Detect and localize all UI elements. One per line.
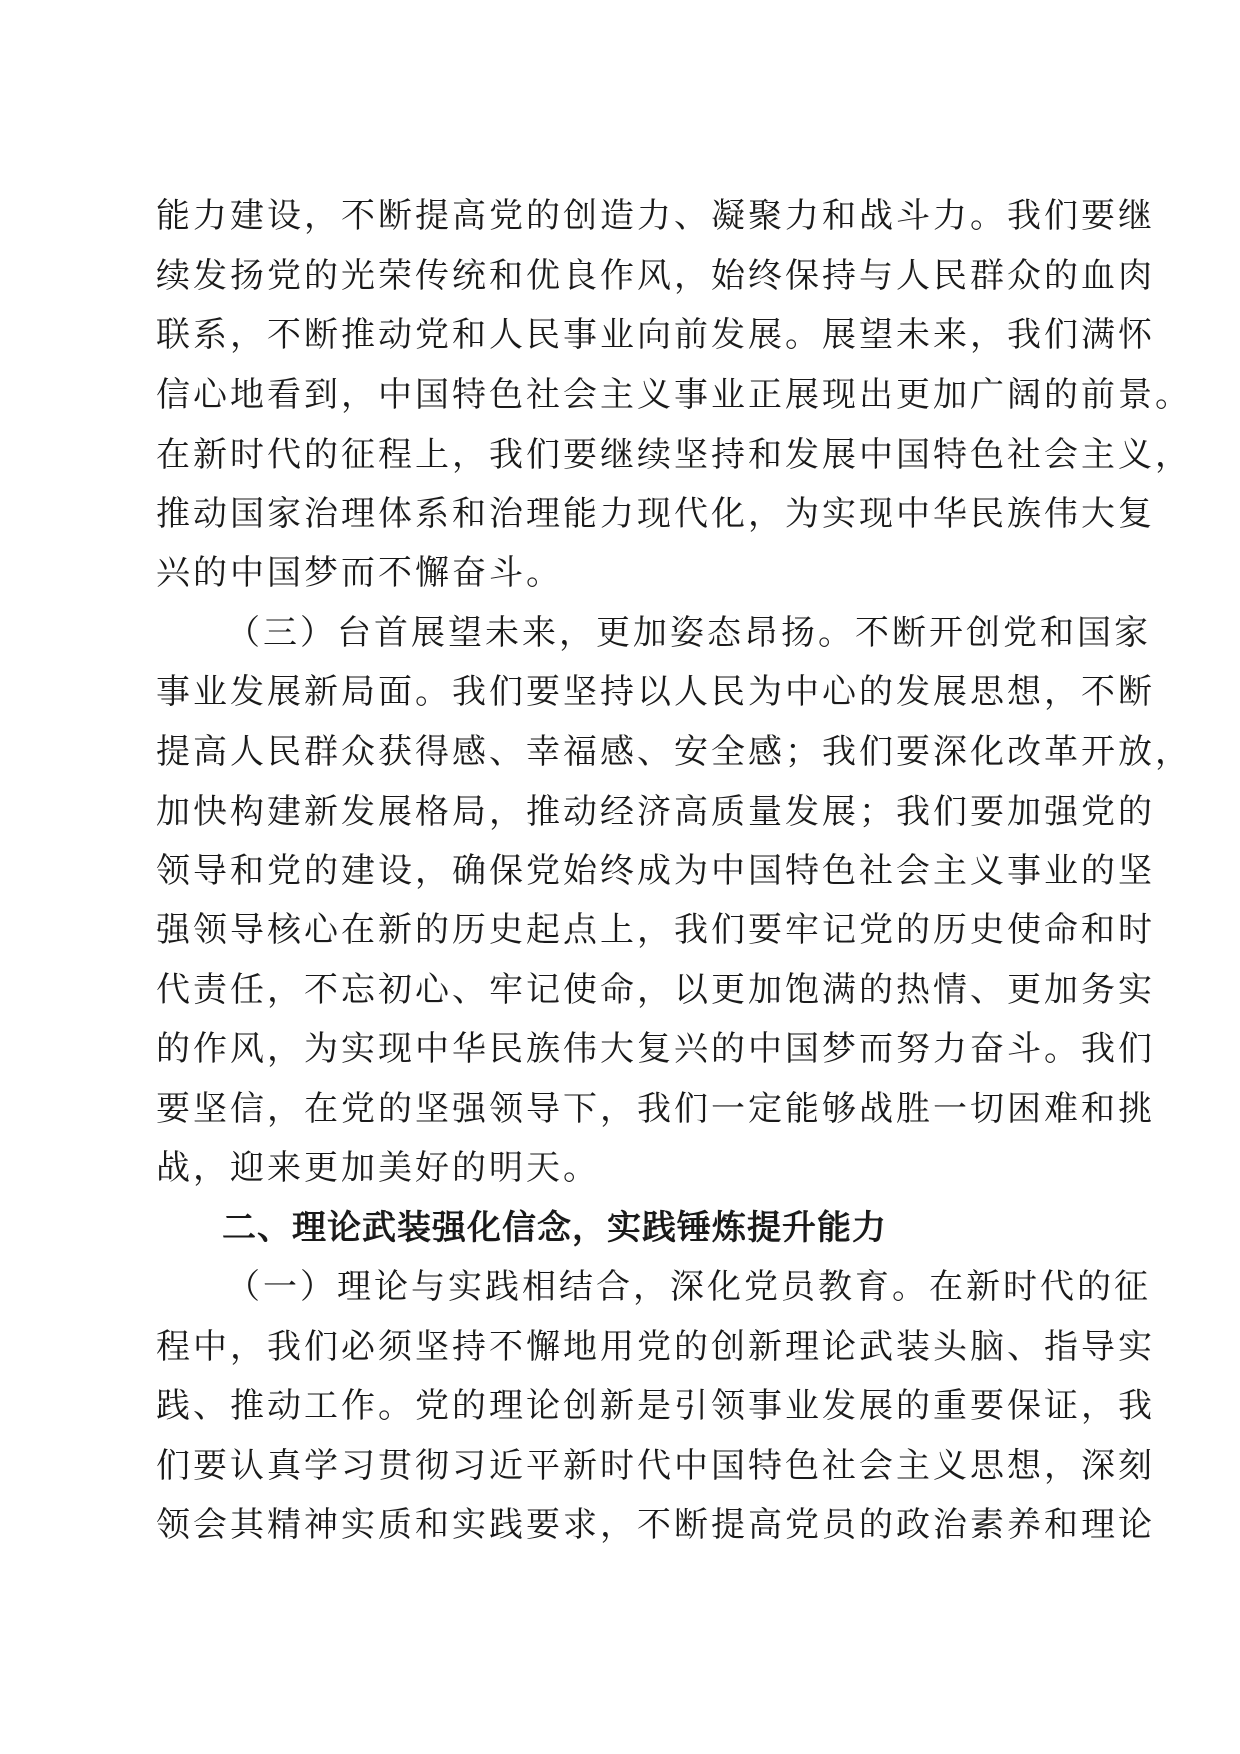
body-text-line: 代责任，不忘初心、牢记使命，以更加饱满的热情、更加务实 [156,970,1155,1010]
body-text-line: 能力建设，不断提高党的创造力、凝聚力和战斗力。我们要继 [156,196,1155,236]
body-text-line: 推动国家治理体系和治理能力现代化，为实现中华民族伟大复 [156,494,1155,534]
body-text-line: 们要认真学习贯彻习近平新时代中国特色社会主义思想，深刻 [156,1446,1155,1486]
body-text-line: 在新时代的征程上，我们要继续坚持和发展中国特色社会主义， [156,435,1192,475]
body-text-line: 加快构建新发展格局，推动经济高质量发展；我们要加强党的 [156,792,1155,832]
subsection-heading-line: （一）理论与实践相结合，深化党员教育。在新时代的征 [226,1267,1151,1307]
body-text-line: 践、推动工作。党的理论创新是引领事业发展的重要保证，我 [156,1386,1155,1426]
body-text-line: 信心地看到，中国特色社会主义事业正展现出更加广阔的前景。 [156,375,1192,415]
body-text-line: 续发扬党的光荣传统和优良作风，始终保持与人民群众的血肉 [156,256,1155,296]
body-text-line: 强领导核心在新的历史起点上，我们要牢记党的历史使命和时 [156,910,1155,950]
body-text-line: 提高人民群众获得感、幸福感、安全感；我们要深化改革开放， [156,732,1192,772]
body-text-line: 领导和党的建设，确保党始终成为中国特色社会主义事业的坚 [156,851,1155,891]
body-text-line: 程中，我们必须坚持不懈地用党的创新理论武装头脑、指导实 [156,1327,1155,1367]
body-text-line: 战，迎来更加美好的明天。 [156,1148,600,1188]
body-text-line: 的作风，为实现中华民族伟大复兴的中国梦而努力奋斗。我们 [156,1029,1155,1069]
subsection-heading-line: （三）台首展望未来，更加姿态昂扬。不断开创党和国家 [226,613,1151,653]
body-text-line: 事业发展新局面。我们要坚持以人民为中心的发展思想，不断 [156,672,1155,712]
body-text-line: 兴的中国梦而不懈奋斗。 [156,553,563,593]
body-text-line: 联系，不断推动党和人民事业向前发展。展望未来，我们满怀 [156,315,1155,355]
section-heading: 二、理论武装强化信念，实践锤炼提升能力 [222,1208,887,1248]
body-text-line: 领会其精神实质和实践要求，不断提高党员的政治素养和理论 [156,1505,1155,1545]
body-text-line: 要坚信，在党的坚强领导下，我们一定能够战胜一切困难和挑 [156,1089,1155,1129]
